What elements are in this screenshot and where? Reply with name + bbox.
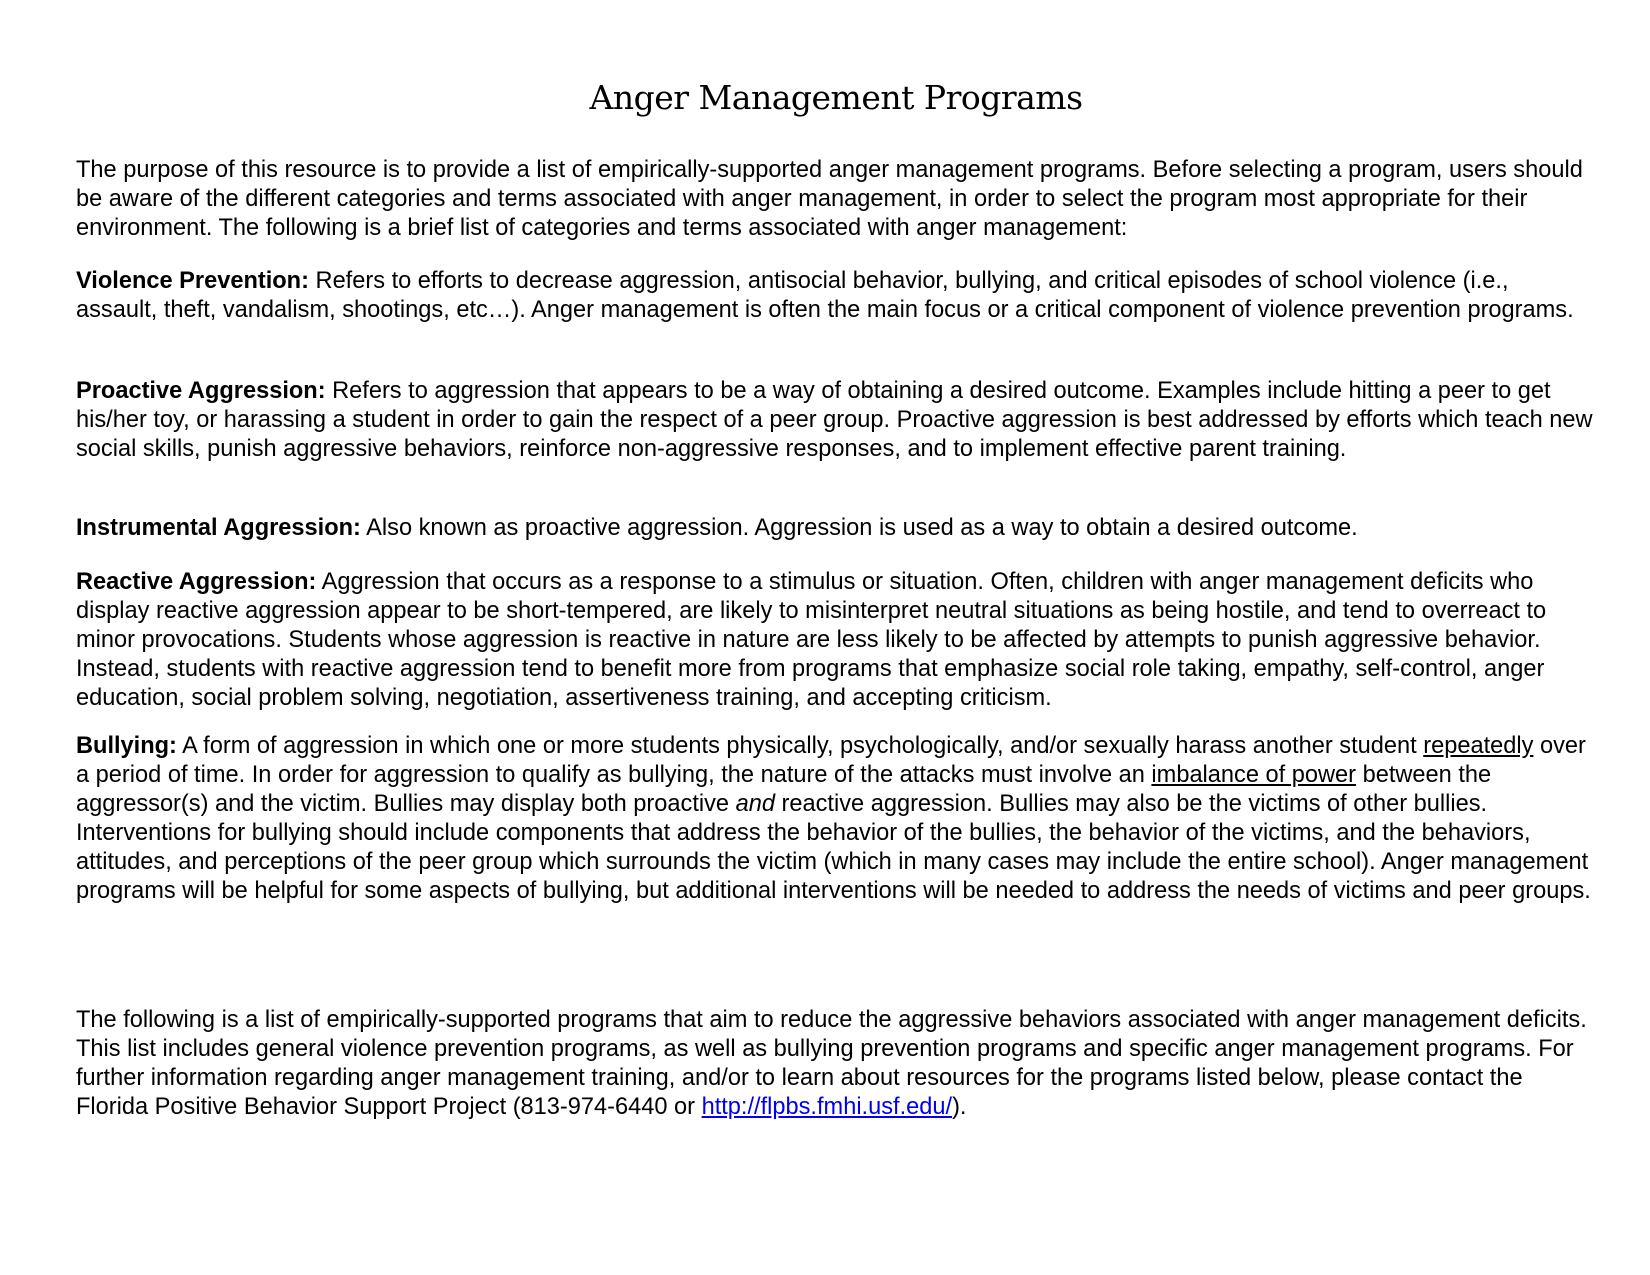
violence-prevention-text: Refers to efforts to decrease aggression, antisocial behavior, bullying, and critical episodes of school violence (i.e., assault, theft, vandalism, shootings, etc…). Anger management is often the main focus or a critical component of violence prevention programs.	[76, 268, 1574, 323]
bullying-text-4: reactive aggression. Bullies may also be the victims of other bullies. Interventions for bullying should include components that address the behavior of the bullies, the behavior of the victims, and the behaviors, attitudes, and perceptions of the peer group which surrounds the victim (which in many cases may include the entire school). Anger management programs will be helpful for some aspects of bullying, but additional interventions will be needed to address the needs of victims and peer groups.	[76, 791, 1591, 904]
closing-paragraph	[76, 1006, 1596, 1122]
bullying-text-3: between the aggressor(s) and the victim. Bullies may display both proactive	[76, 762, 1492, 817]
flpbs-website-link[interactable]: http://flpbs.fmhi.usf.edu/	[701, 1094, 953, 1120]
intro-paragraph	[76, 156, 1596, 243]
bullying-emphasis-imbalance: imbalance of power	[1151, 762, 1357, 788]
document-title: Anger Management Programs	[589, 78, 1083, 117]
bullying-text-1: A form of aggression in which one or more students physically, psychologically, and/or sexually harass another student	[176, 733, 1424, 759]
bullying-emphasis-repeatedly: repeatedly	[1423, 733, 1534, 759]
bullying-paragraph	[76, 732, 1596, 906]
bullying-term: Bullying:	[76, 733, 177, 759]
instrumental-aggression-term: Instrumental Aggression:	[76, 515, 361, 541]
bullying-emphasis-and: and	[735, 791, 775, 817]
proactive-aggression-paragraph	[76, 377, 1596, 464]
instrumental-aggression-paragraph	[76, 514, 1596, 543]
intro-text: The purpose of this resource is to provide a list of empirically-supported anger management programs. Before selecting a program, users should be aware of the different categories and terms associated with anger management, in order to select the program most appropriate for their environment. The following is a brief list of categories and terms associated with anger management:	[76, 157, 1583, 241]
reactive-aggression-text: Aggression that occurs as a response to a stimulus or situation. Often, children with anger management deficits who display reactive aggression appear to be short-tempered, are likely to misinterpret neutral situations as being hostile, and tend to overreact to minor provocations. Students whose aggression is reactive in nature are less likely to be affected by attempts to punish aggressive behavior. Instead, students with reactive aggression tend to benefit more from programs that emphasize social role taking, empathy, self-control, anger education, social problem solving, negotiation, assertiveness training, and accepting criticism.	[76, 569, 1547, 711]
proactive-aggression-text: Refers to aggression that appears to be a way of obtaining a desired outcome. Examples include hitting a peer to get his/her toy, or harassing a student in order to gain the respect of a peer group. Proactive aggression is best addressed by efforts which teach new social skills, punish aggressive behaviors, reinforce non-aggressive responses, and to implement effective parent training.	[76, 378, 1593, 462]
reactive-aggression-paragraph	[76, 568, 1596, 713]
proactive-aggression-term: Proactive Aggression:	[76, 378, 326, 404]
reactive-aggression-term: Reactive Aggression:	[76, 569, 317, 595]
instrumental-aggression-text: Also known as proactive aggression. Aggression is used as a way to obtain a desired outcome.	[360, 515, 1358, 541]
closing-text: The following is a list of empirically-supported programs that aim to reduce the aggressive behaviors associated with anger management deficits. This list includes general violence prevention programs, as well as bullying prevention programs and specific anger management programs. For further information regarding anger management training, and/or to learn about resources for the programs listed below, please contact the Florida Positive Behavior Support Project (813-974-6440 or	[76, 1007, 1587, 1120]
closing-end: ).	[952, 1094, 967, 1120]
violence-prevention-paragraph	[76, 267, 1596, 325]
bullying-text-2: over a period of time. In order for aggression to qualify as bullying, the nature of the attacks must involve an	[76, 733, 1586, 788]
violence-prevention-term: Violence Prevention:	[76, 268, 309, 294]
